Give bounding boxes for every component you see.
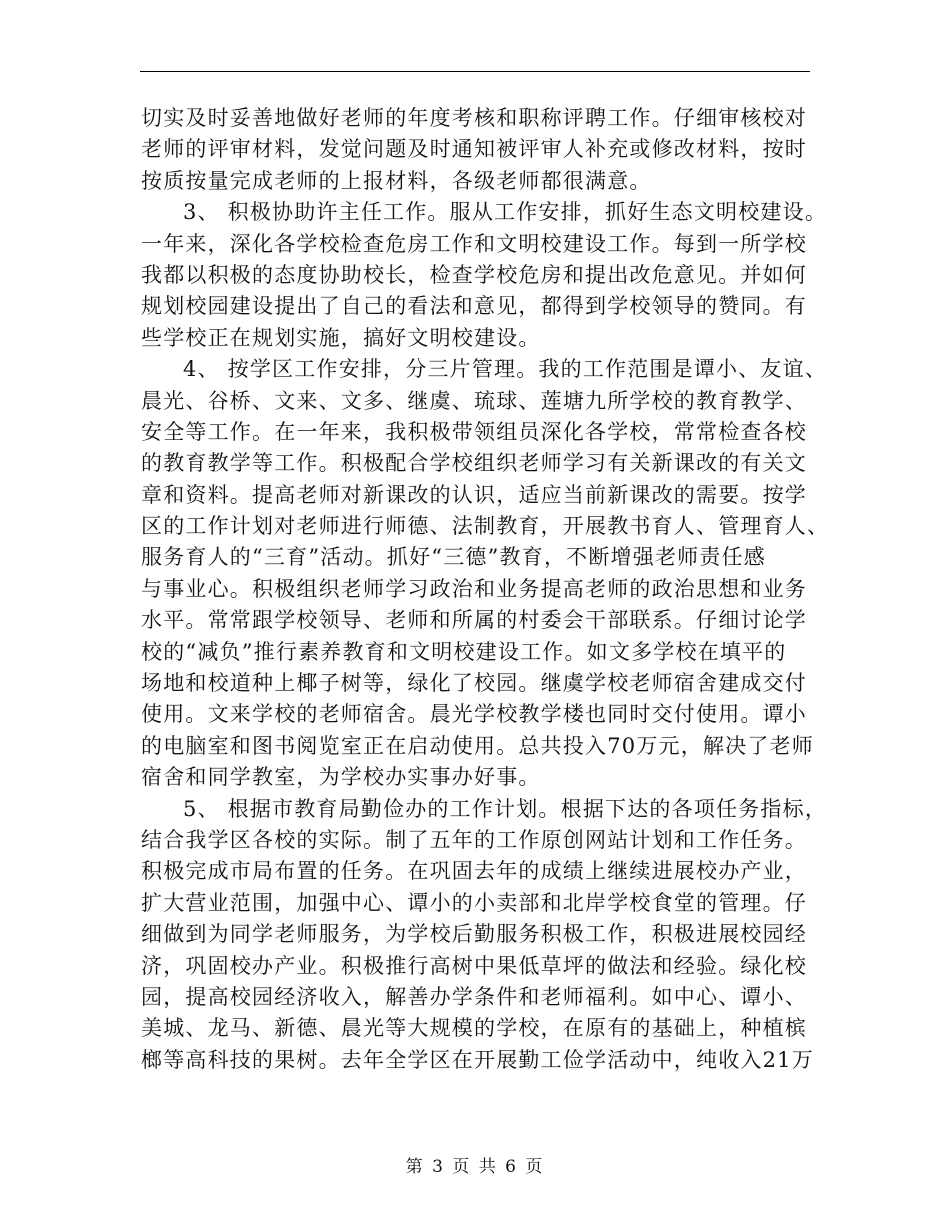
text-line: 的教育教学等工作。积极配合学校组织老师学习有关新课改的有关文 [141, 451, 807, 476]
header-rule [140, 71, 810, 72]
text-line: 区的工作计划对老师进行师德、法制教育，开展教书育人、管理育人、 [141, 514, 830, 539]
text-line: 结合我学区各校的实际。制了五年的工作原创网站计划和工作任务。 [141, 827, 807, 852]
text-line: 榔等高科技的果树。去年全学区在开展勤工俭学活动中，纯收入21万 [141, 1047, 814, 1072]
text-line: 服务育人的“三育”活动。抓好“三德”教育，不断增强老师责任感 [141, 545, 766, 570]
text-line: 些学校正在规划实施，搞好文明校建设。 [141, 325, 541, 350]
text-line: 细做到为同学老师服务，为学校后勤服务积极工作，积极进展校园经 [141, 922, 807, 947]
text-line: 4、 按学区工作安排，分三片管理。我的工作范围是谭小、友谊、 [183, 357, 828, 382]
text-line: 美城、龙马、新德、晨光等大规模的学校，在原有的基础上，种植槟 [141, 1016, 807, 1041]
text-line: 规划校园建设提出了自己的看法和意见，都得到学校领导的赞同。有 [141, 294, 807, 319]
text-line: 场地和校道种上椰子树等，绿化了校园。继虞学校老师宿舍建成交付 [141, 671, 807, 696]
text-line: 3、 积极协助许主任工作。服从工作安排，抓好生态文明校建设。 [183, 200, 828, 225]
text-line: 老师的评审材料，发觉问题及时通知被评审人补充或修改材料，按时 [141, 137, 807, 162]
text-line: 使用。文来学校的老师宿舍。晨光学校教学楼也同时交付使用。谭小 [141, 702, 807, 727]
text-line: 校的“减负”推行素养教育和文明校建设工作。如文多学校在填平的 [141, 639, 787, 664]
text-line: 园，提高校园经济收入，解善办学条件和老师福利。如中心、谭小、 [141, 984, 807, 1009]
text-line: 晨光、谷桥、文来、文多、继虞、琉球、莲塘九所学校的教育教学、 [141, 388, 807, 413]
text-line: 扩大营业范围，加强中心、谭小的小卖部和北岸学校食堂的管理。仔 [141, 890, 807, 915]
text-line: 宿舍和同学教室，为学校办实事办好事。 [141, 765, 541, 790]
text-line: 切实及时妥善地做好老师的年度考核和职称评聘工作。仔细审核校对 [141, 106, 807, 130]
document-body [141, 103, 830, 1076]
text-line: 按质按量完成老师的上报材料，各级老师都很满意。 [141, 168, 652, 193]
text-line: 济，巩固校办产业。积极推行高树中果低草坪的做法和经验。绿化校 [141, 953, 807, 978]
page-number: 第 3 页 共 6 页 [405, 1157, 545, 1177]
text-line: 水平。常常跟学校领导、老师和所属的村委会干部联系。仔细讨论学 [141, 608, 807, 633]
text-line: 一年来，深化各学校检查危房工作和文明校建设工作。每到一所学校 [141, 231, 807, 256]
text-line: 5、 根据市教育局勤俭办的工作计划。根据下达的各项任务指标， [183, 796, 828, 821]
text-line: 积极完成市局布置的任务。在巩固去年的成绩上继续进展校办产业， [141, 859, 807, 884]
text-line: 章和资料。提高老师对新课改的认识，适应当前新课改的需要。按学 [141, 482, 807, 507]
text-line: 的电脑室和图书阅览室正在启动使用。总共投入70万元，解决了老师 [141, 733, 814, 758]
text-line: 我都以积极的态度协助校长，检查学校危房和提出改危意见。并如何 [141, 262, 807, 287]
text-line: 安全等工作。在一年来，我积极带领组员深化各学校，常常检查各校 [141, 419, 807, 444]
text-line: 与事业心。积极组织老师学习政治和业务提高老师的政治思想和业务 [141, 576, 807, 601]
